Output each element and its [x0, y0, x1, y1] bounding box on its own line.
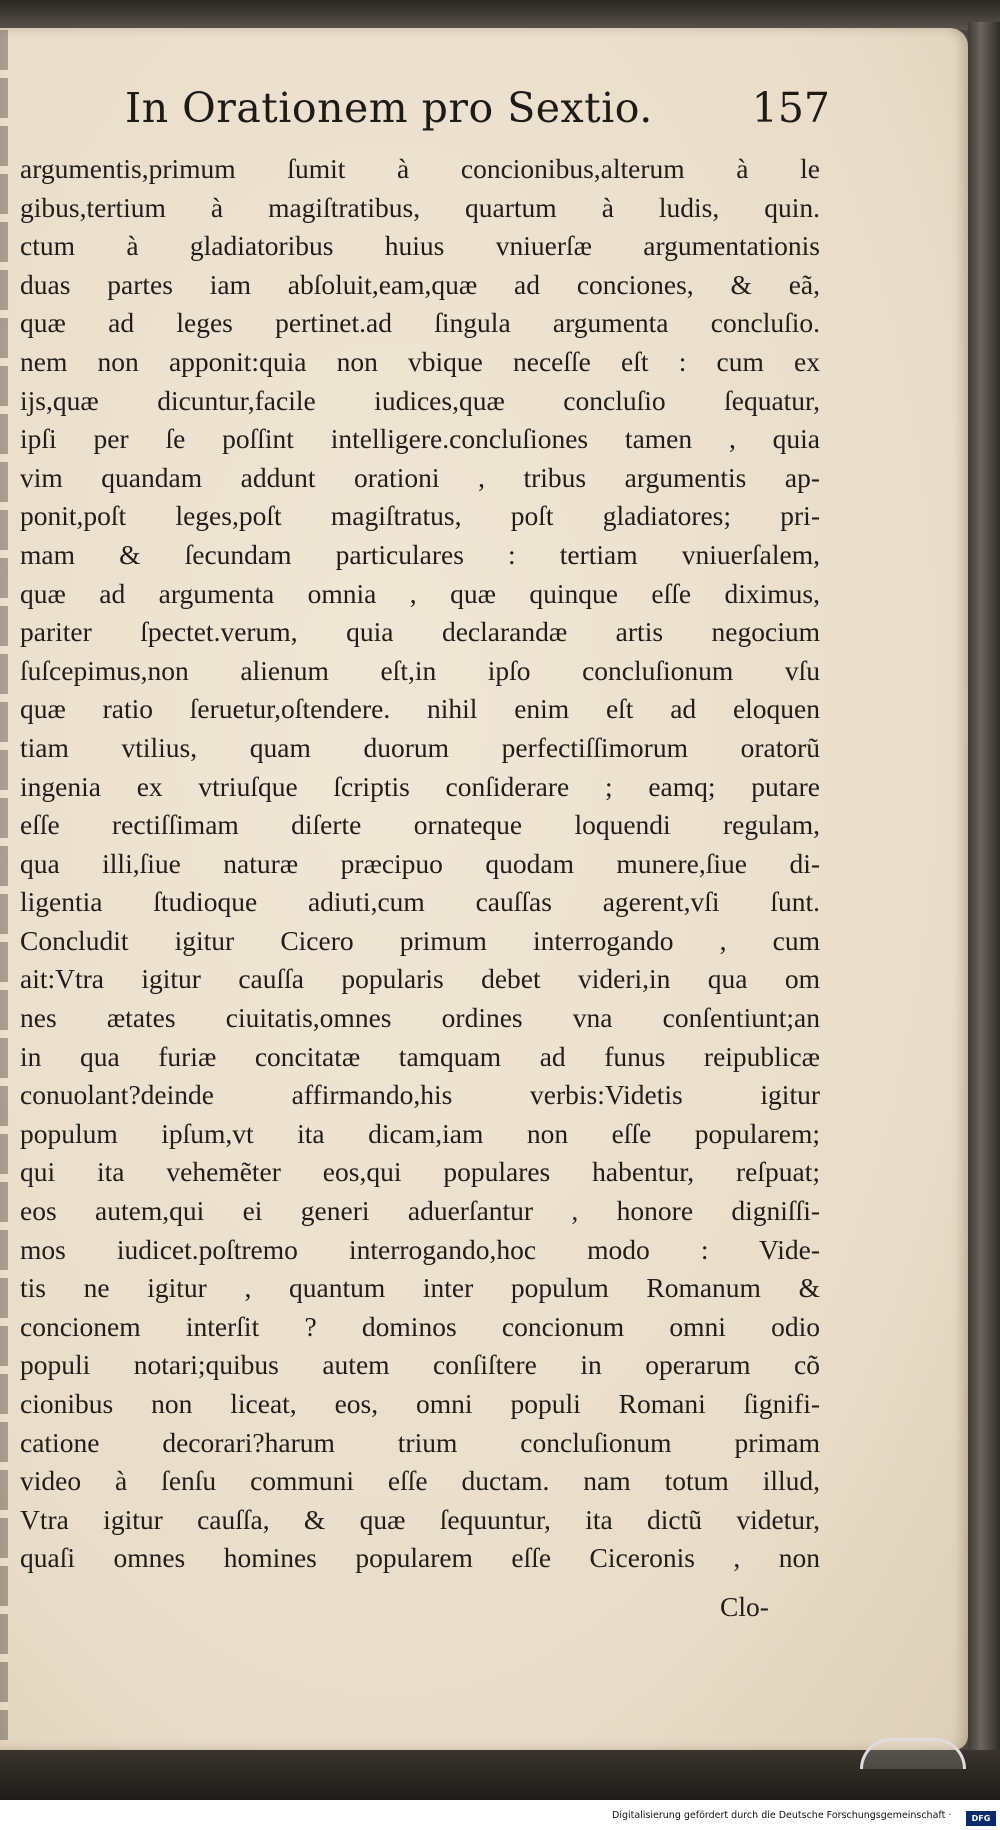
text-line: pariter ſpectet.verum, quia declarandæ artis negocium: [20, 616, 820, 648]
text-line: populum ipſum,vt ita dicam,iam non eſſe popularem;: [20, 1117, 820, 1149]
text-line: quaſi omnes homines popularem eſſe Ciceronis , non: [20, 1542, 820, 1574]
text-line: Concludit igitur Cicero primum interrogando , cum: [20, 924, 820, 956]
text-line: ipſi per ſe poſſint intelligere.concluſiones tamen , quia: [20, 423, 820, 455]
text-line: eſſe rectiſſimam diſerte ornateque loquendi regulam,: [20, 809, 820, 841]
text-line: catione decorari?harum trium concluſionum primam: [20, 1426, 820, 1458]
text-line: concionem interſit ? dominos concionum omni odio: [20, 1310, 820, 1342]
text-line: eos autem,qui ei generi aduerſantur , honore digniſſi-: [20, 1195, 820, 1227]
text-body: [20, 150, 820, 1578]
dfg-logo: DFG: [966, 1811, 996, 1826]
text-line: ſuſcepimus,non alienum eſt,in ipſo concluſionum vſu: [20, 654, 820, 686]
page-stack-edge: [968, 22, 1000, 1762]
text-line: conuolant?deinde affirmando,his verbis:Videtis igitur: [20, 1079, 820, 1111]
text-line: ponit,poſt leges,poſt magiſtratus, poſt gladiatores; pri-: [20, 500, 820, 532]
text-line: ligentia ſtudioque adiuti,cum cauſſas agerent,vſi ſunt.: [20, 886, 820, 918]
text-line: ait:Vtra igitur cauſſa popularis debet videri,in qua om: [20, 963, 820, 995]
text-line: argumentis,primum ſumit à concionibus,alterum à le: [20, 153, 820, 184]
text-line: in qua furiæ concitatæ tamquam ad funus reipublicæ: [20, 1040, 820, 1072]
book-top-edge: [0, 0, 1000, 30]
text-line: gibus,tertium à magiſtratibus, quartum à ludis, quin.: [20, 191, 820, 223]
clasp-icon: [860, 1738, 966, 1769]
binding-edge: [0, 30, 8, 1740]
text-line: Vtra igitur cauſſa, & quæ ſequuntur, ita dictũ videtur,: [20, 1503, 820, 1535]
text-line: ctum à gladiatoribus huius vniuerſæ argumentationis: [20, 230, 820, 262]
text-line: quæ ad argumenta omnia , quæ quinque eſſe diximus,: [20, 577, 820, 609]
page-header: [100, 84, 830, 144]
text-line: populi notari;quibus autem conſiſtere in operarum cõ: [20, 1349, 820, 1381]
text-line: mam & ſecundam particulares : tertiam vniuerſalem,: [20, 538, 820, 570]
page-number: 157: [751, 84, 830, 132]
text-line: quæ ad leges pertinet.ad ſingula argumenta concluſio.: [20, 307, 820, 339]
text-line: cionibus non liceat, eos, omni populi Romani ſignifi-: [20, 1388, 820, 1419]
digitization-credit: Digitalisierung gefördert durch die Deutsche Forschungsgemeinschaft ·: [612, 1810, 952, 1821]
text-line: vim quandam addunt orationi , tribus argumentis ap-: [20, 461, 820, 493]
running-title: In Orationem pro Sextio.: [125, 84, 653, 132]
text-line: duas partes iam abſoluit,eam,quæ ad conciones, & eã,: [20, 268, 820, 300]
text-line: ijs,quæ dicuntur,facile iudices,quæ concluſio ſequatur,: [20, 384, 820, 416]
catchword: Clo-: [720, 1591, 769, 1622]
text-line: nes ætates ciuitatis,omnes ordines vna conſentiunt;an: [20, 1002, 820, 1034]
text-line: quæ ratio ſeruetur,oſtendere. nihil enim eſt ad eloquen: [20, 693, 820, 725]
text-line: nem non apponit:quia non vbique neceſſe eſt : cum ex: [20, 345, 820, 377]
text-line: tis ne igitur , quantum inter populum Romanum &: [20, 1272, 820, 1304]
text-line: tiam vtilius, quam duorum perfectiſſimorum oratorũ: [20, 731, 820, 763]
book-bottom-edge: [0, 1750, 1000, 1800]
text-line: qua illi,ſiue naturæ præcipuo quodam munere,ſiue di-: [20, 847, 820, 879]
text-line: mos iudicet.poſtremo interrogando,hoc modo : Vide-: [20, 1233, 820, 1265]
text-line: qui ita vehemẽter eos,qui populares habentur, reſpuat;: [20, 1156, 820, 1188]
text-line: ingenia ex vtriuſque ſcriptis conſiderare ; eamq; putare: [20, 770, 820, 802]
text-line: video à ſenſu communi eſſe ductam. nam totum illud,: [20, 1465, 820, 1497]
